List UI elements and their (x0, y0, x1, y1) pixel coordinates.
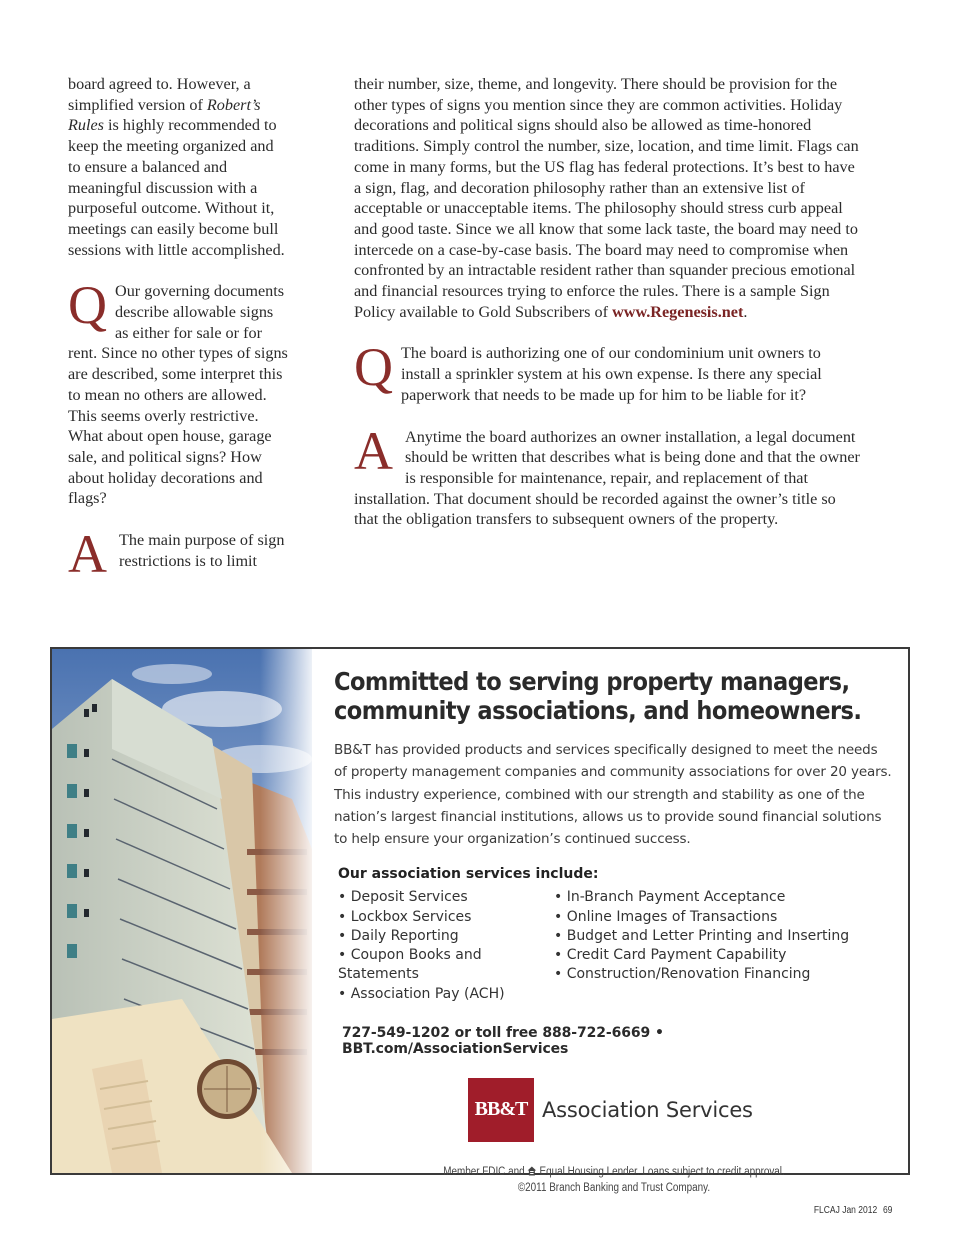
bbt-logo (468, 1078, 894, 1142)
ad-body-text: BB&T has provided products and services specifically designed to meet the needs of property management companies and community associations for over 20 years. This industry experience, combined with our strength and stability as one of the nation’s largest financial institutions, allows us to provide sound financial solutions to help ensure your organization’s continued success. (334, 742, 892, 848)
bbt-advertisement (50, 647, 910, 1194)
right-paragraph-1: their number, size, theme, and longevity. There should be provision for the other types of signs you mention since they are common activities. Holiday decorations and political signs should also be allowed as time-honored traditions. Simply control the number, size, location, and time limit. Flags can come in many forms, but the US flag has federal protections. It’s best to have a sign, flag, and decoration philosophy rather than an extensive list of acceptable or unacceptable items. The philosophy should stress curb appeal and good taste. Since we all know that some lack taste, the board may need to intercede on a case-by-case basis. The board may need to compromise when confronted by an intractable resident rather than squander precious emotional and financial resources trying to enforce the rules. There is a sample Sign Policy available to Gold Subscribers of www.Regenesis.net. (354, 75, 859, 321)
list-item: • Construction/Renovation Financing (554, 966, 811, 983)
bbt-logo-text: Association Services (542, 1097, 753, 1122)
list-item: • Association Pay (ACH) (338, 985, 505, 1002)
list-item: • Budget and Letter Printing and Inserting (554, 927, 850, 944)
roberts-rules-title: Robert’s Rules (68, 95, 261, 135)
page-footer (813, 1205, 892, 1216)
left-column (68, 74, 290, 585)
services-list-right (554, 888, 849, 1003)
answer-drop-cap: A (68, 524, 107, 585)
list-item: • Online Images of Transactions (554, 908, 778, 925)
ad-copy (334, 667, 894, 1196)
question-text: The board is authorizing one of our condominium unit owners to install a sprinkler system at his own expense. Is there any special paperwork that needs to be made up for him to be liable for it? (401, 344, 822, 404)
list-item: • Credit Card Payment Capability (554, 947, 787, 964)
bbt-logo-mark: BB&T (468, 1078, 534, 1142)
publication-name: FLCAJ (813, 1205, 840, 1216)
answer-drop-cap: A (354, 420, 393, 481)
right-question (354, 337, 860, 405)
left-question (68, 275, 290, 509)
page-number: 69 (882, 1205, 892, 1216)
equal-housing-icon (527, 1166, 536, 1176)
list-item: • Daily Reporting (338, 927, 459, 944)
issue-date: Jan 2012 (841, 1205, 877, 1216)
list-item: • In-Branch Payment Acceptance (554, 889, 786, 906)
question-drop-cap: Q (68, 275, 107, 336)
left-paragraph-1: board agreed to. However, a simplified version of Robert’s Rules is highly recommended to keep the meeting organized and to ensure a balanced and meaningful discussion with a purposeful outcome. Without it, meetings can easily become bull sessions with little accomplished. (68, 75, 285, 259)
list-item: • Coupon Books and Statements (338, 947, 482, 983)
services-lists (338, 888, 894, 1003)
list-item: • Deposit Services (338, 889, 468, 906)
services-list-left (338, 888, 554, 1003)
answer-text: The main purpose of sign restrictions is to limit (119, 531, 285, 570)
question-drop-cap: Q (354, 337, 393, 398)
answer-text: Anytime the board authorizes an owner installation, a legal document should be written that describes what is being done and that the owner is responsible for maintenance, repair, and replacement of that installation. That document should be recorded against the owner’s title so that the obligation transfers to subsequent owners of the property. (354, 427, 860, 529)
contact-line[interactable]: 727-549-1202 or toll free 888-722-6669 • BBT.com/AssociationServices (342, 1024, 664, 1057)
question-text: Our governing documents describe allowable signs as either for sale or for rent. Since no other types of signs are described, some interpret this to mean no others are allowed. This seems overly restrictive. What about open house, garage sale, and political signs? How about holiday decorations and flags? (68, 282, 288, 508)
condominium-tower-photo (52, 649, 312, 1173)
left-answer (68, 524, 290, 585)
right-column (354, 74, 860, 530)
right-answer (354, 420, 860, 531)
ad-headline: Committed to serving property managers, community associations, and homeowners. (334, 667, 862, 725)
services-title: Our association services include: (338, 866, 599, 883)
legal-fine-print: Member FDIC and Equal Housing Lender. Loans subject to credit approval. ©2011 Branch Banking and Trust Company. (443, 1165, 785, 1194)
regenesis-link[interactable]: www.Regenesis.net (612, 302, 744, 321)
list-item: • Lockbox Services (338, 908, 472, 925)
